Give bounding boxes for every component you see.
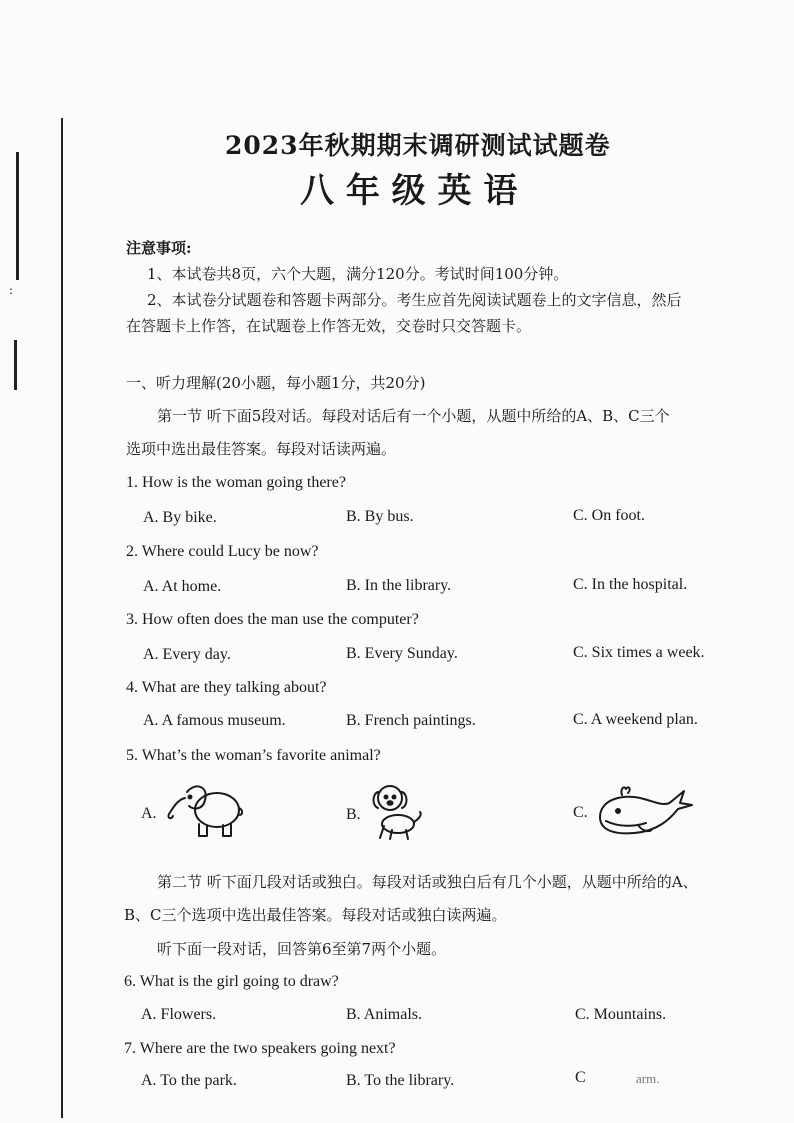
- whale-picture: [594, 783, 694, 841]
- question-3: 3. How often does the man use the computer?: [126, 611, 419, 628]
- notes-heading: 注意事项:: [126, 239, 192, 257]
- notes-item-2-cont: 在答题卡上作答，在试题卷上作答无效，交卷时只交答题卡。: [126, 317, 532, 335]
- part1-instruction: 第一节 听下面5段对话。每段对话后有一个小题，从题中所给的A、B、C三个: [157, 407, 670, 425]
- q4-option-b: B. French paintings.: [346, 712, 476, 729]
- binding-line: [61, 118, 63, 1118]
- q3-option-c: C. Six times a week.: [573, 644, 705, 661]
- binding-mark-top: [16, 152, 19, 280]
- q4-option-a: A. A famous museum.: [143, 712, 286, 729]
- exam-title: 2023年秋期期末调研测试试题卷: [225, 131, 611, 160]
- q1-option-b: B. By bus.: [346, 508, 414, 525]
- q2-option-c: C. In the hospital.: [573, 576, 688, 593]
- question-1: 1. How is the woman going there?: [126, 474, 346, 491]
- puppy-picture: [368, 782, 424, 842]
- q1-option-a: A. By bike.: [143, 509, 217, 526]
- q3-option-a: A. Every day.: [143, 646, 231, 663]
- q4-option-c: C. A weekend plan.: [573, 711, 698, 728]
- question-7: 7. Where are the two speakers going next?: [124, 1040, 396, 1057]
- q7-option-c: C: [575, 1069, 586, 1086]
- notes-item-1: 1、本试卷共8页，六个大题，满分120分。考试时间100分钟。: [147, 265, 569, 283]
- q7-option-a: A. To the park.: [141, 1072, 237, 1089]
- q5-option-a: A.: [141, 805, 157, 822]
- elephant-picture: [165, 780, 245, 842]
- q1-option-c: C. On foot.: [573, 507, 645, 524]
- question-5: 5. What’s the woman’s favorite animal?: [126, 747, 381, 764]
- question-2: 2. Where could Lucy be now?: [126, 543, 319, 560]
- part1-instruction-cont: 选项中选出最佳答案。每段对话读两遍。: [126, 440, 397, 458]
- binding-mark-bottom: [14, 340, 17, 390]
- q6-option-a: A. Flowers.: [141, 1006, 217, 1023]
- question-4: 4. What are they talking about?: [126, 679, 327, 696]
- q5-option-b: B.: [346, 806, 361, 823]
- notes-item-2: 2、本试卷分试题卷和答题卡两部分。考生应首先阅读试题卷上的文字信息，然后: [147, 291, 682, 309]
- binding-dot: :: [9, 283, 14, 297]
- subject-title: 八 年 级 英 语: [300, 171, 518, 211]
- q7-option-b: B. To the library.: [346, 1072, 455, 1089]
- question-6: 6. What is the girl going to draw?: [124, 973, 339, 990]
- q5-option-c: C.: [573, 804, 588, 821]
- part2-dialogue-note: 听下面一段对话，回答第6至第7两个小题。: [157, 940, 447, 958]
- q6-option-b: B. Animals.: [346, 1006, 423, 1023]
- part2-instruction-cont: B、C三个选项中选出最佳答案。每段对话或独白读两遍。: [124, 906, 507, 924]
- section-heading: 一、听力理解(20小题，每小题1分，共20分): [126, 374, 426, 392]
- q3-option-b: B. Every Sunday.: [346, 645, 458, 662]
- q6-option-c: C. Mountains.: [575, 1006, 667, 1023]
- q7-option-c-faded: arm.: [636, 1071, 660, 1086]
- part2-instruction: 第二节 听下面几段对话或独白。每段对话或独白后有几个小题，从题中所给的A、: [157, 873, 698, 891]
- q2-option-a: A. At home.: [143, 578, 222, 595]
- q2-option-b: B. In the library.: [346, 577, 452, 594]
